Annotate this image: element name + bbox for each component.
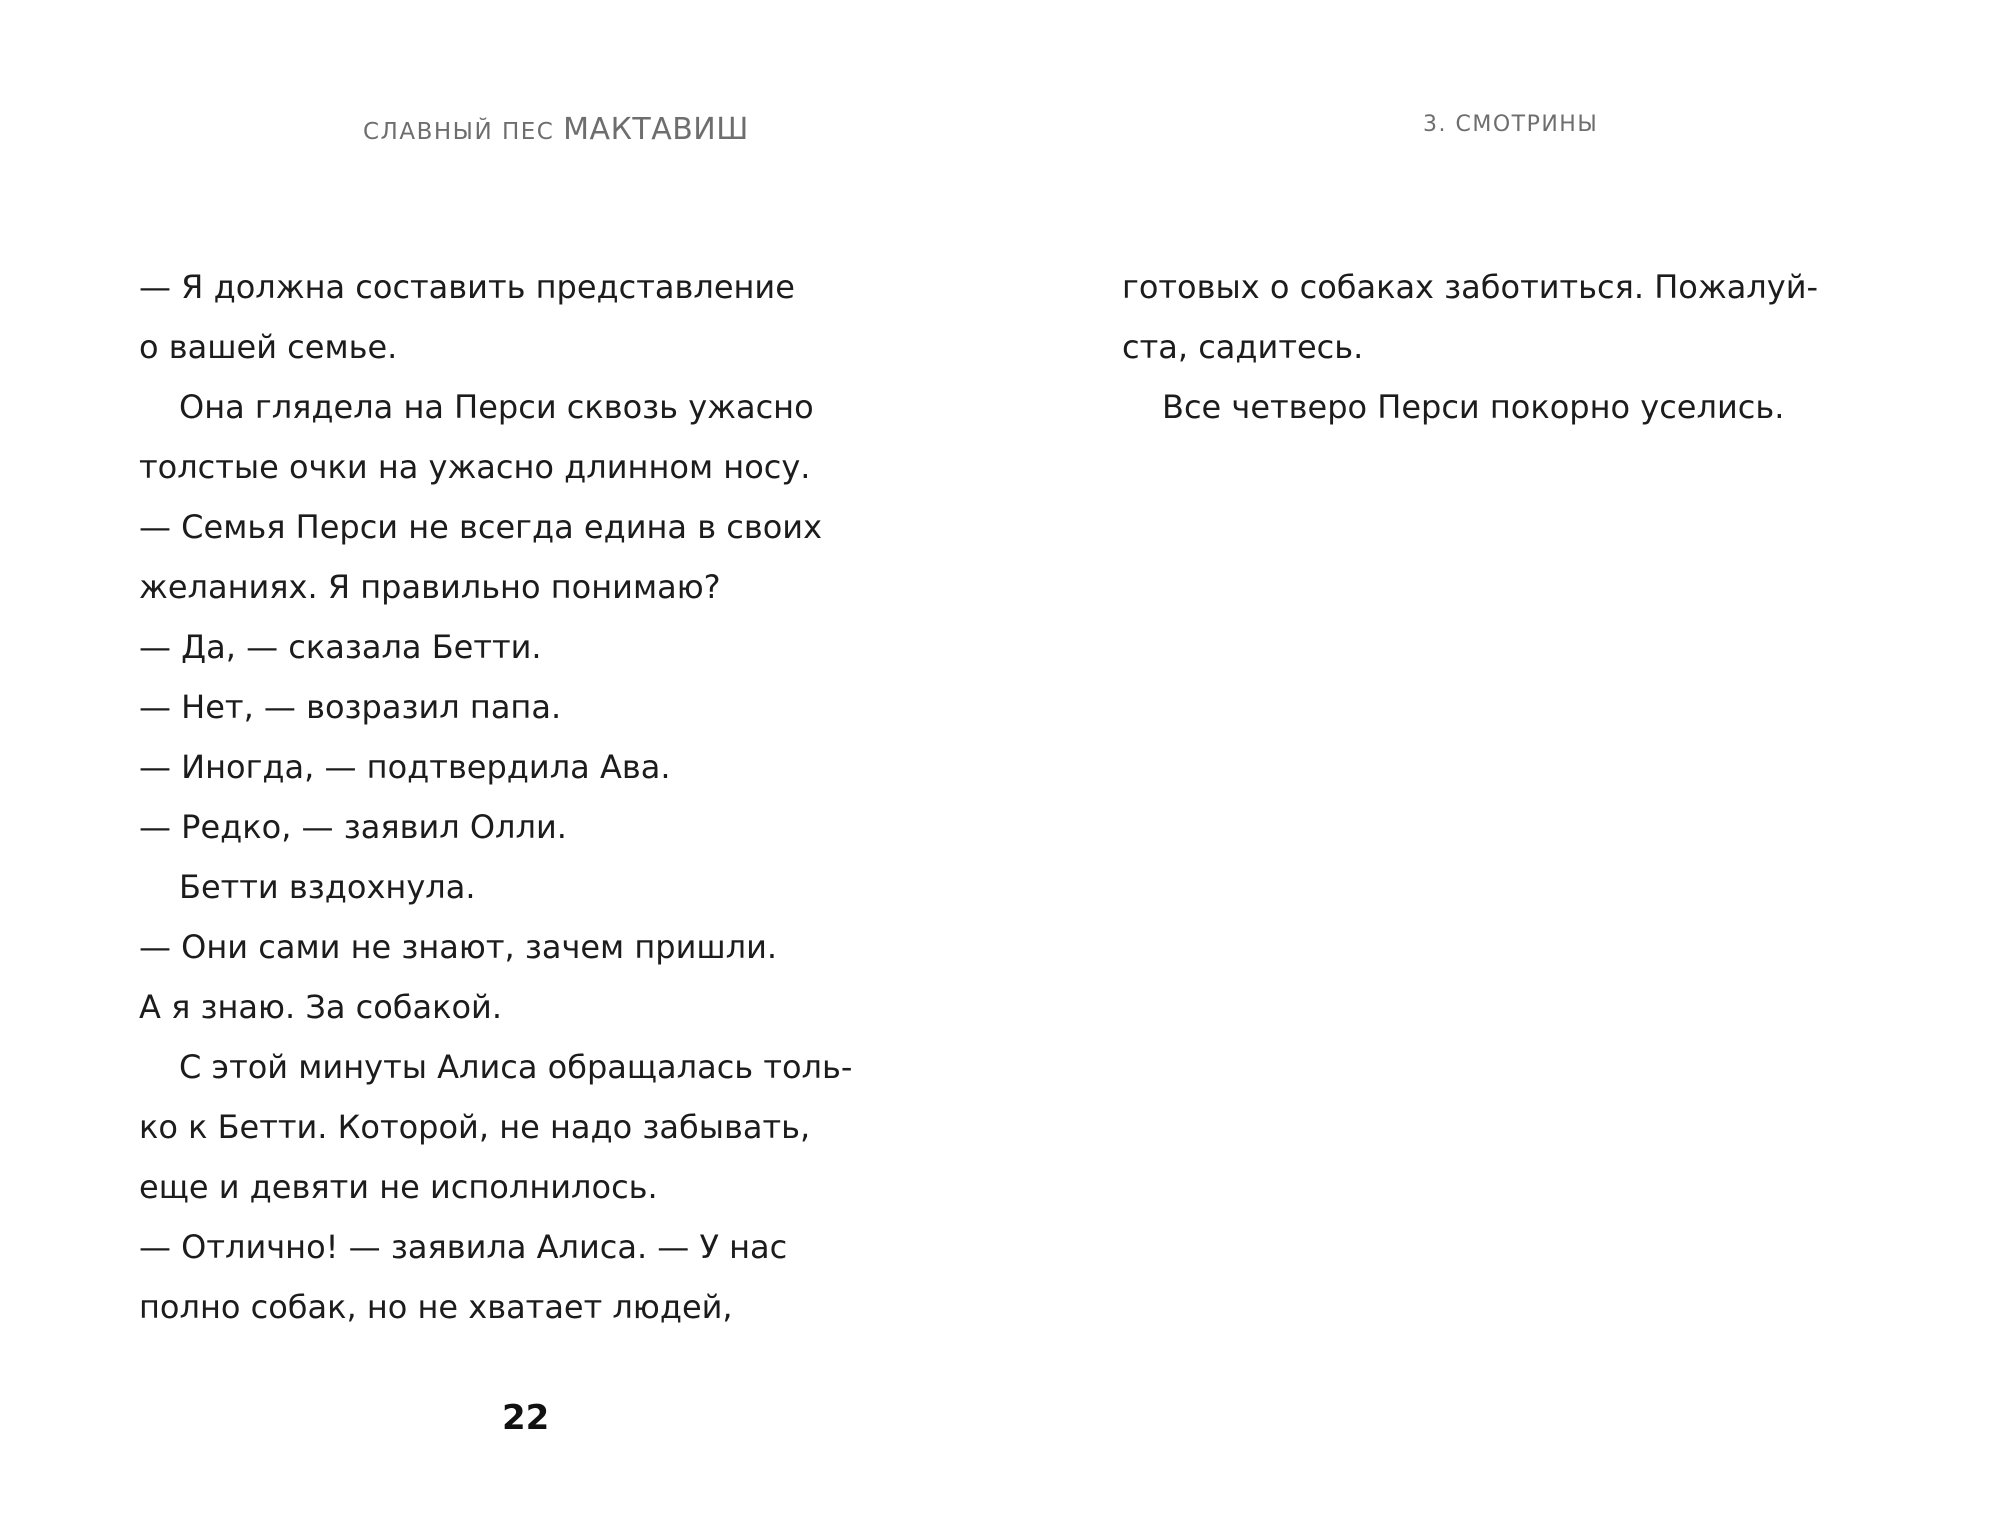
text-line: С этой минуты Алиса обращалась толь- <box>179 1048 853 1086</box>
text-line: — Редко, — заявил Олли. <box>139 808 567 846</box>
running-head-left <box>363 112 749 147</box>
running-head-left-title: МАКТАВИШ <box>563 112 749 147</box>
text-line: готовых о собаках заботиться. Пожалуй- <box>1122 268 1819 306</box>
text-line: еще и девяти не исполнилось. <box>139 1168 658 1206</box>
text-line: полно собак, но не хватает людей, <box>139 1288 733 1326</box>
left-page-text <box>139 257 852 1337</box>
text-line: — Иногда, — подтвердила Ава. <box>139 748 671 786</box>
running-head-left-small: СЛАВНЫЙ ПЕС <box>363 119 564 145</box>
text-line: — Нет, — возразил папа. <box>139 688 562 726</box>
text-line: — Да, — сказала Бетти. <box>139 628 542 666</box>
text-line: — Они сами не знают, зачем пришли. <box>139 928 778 966</box>
running-head-right: 3. СМОТРИНЫ <box>1423 112 1599 137</box>
text-line: — Семья Перси не всегда едина в своих <box>139 508 822 546</box>
text-line: Она глядела на Перси сквозь ужасно <box>179 388 814 426</box>
text-line: — Отлично! — заявила Алиса. — У нас <box>139 1228 788 1266</box>
text-line: Бетти вздохнула. <box>179 868 476 906</box>
right-page-text <box>1122 257 1818 437</box>
text-line: А я знаю. За собакой. <box>139 988 502 1026</box>
text-line: о вашей семье. <box>139 328 398 366</box>
page-number: 22 <box>502 1398 550 1438</box>
text-line: ко к Бетти. Которой, не надо забывать, <box>139 1108 811 1146</box>
text-line: ста, садитесь. <box>1122 328 1364 366</box>
text-line: толстые очки на ужасно длинном носу. <box>139 448 811 486</box>
text-line: желаниях. Я правильно понимаю? <box>139 568 721 606</box>
text-line: — Я должна составить представление <box>139 268 795 306</box>
text-line: Все четверо Перси покорно уселись. <box>1162 388 1785 426</box>
